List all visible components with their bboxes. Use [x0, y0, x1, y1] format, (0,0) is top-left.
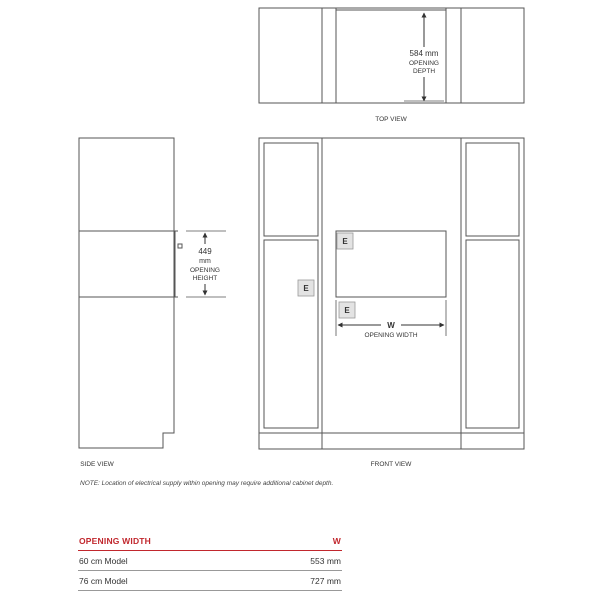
top-view-label: TOP VIEW: [375, 116, 407, 123]
table-row-value: 727 mm: [310, 576, 341, 586]
table-row-label: 76 cm Model: [79, 576, 128, 586]
front-view-label: FRONT VIEW: [370, 461, 412, 468]
side-view-door-handle: [178, 244, 182, 248]
electrical-note: NOTE: Location of electrical supply within opening may require additional cabinet depth.: [80, 480, 334, 487]
side-view-drawing: [79, 138, 226, 448]
table-row: [78, 571, 342, 591]
table-header: [78, 536, 342, 551]
opening-width-table: [78, 536, 342, 591]
side-view-cabinet-outline: [79, 138, 174, 448]
height-label-line2: HEIGHT: [192, 275, 218, 282]
table-header-value: W: [332, 536, 341, 546]
side-view-label: SIDE VIEW: [80, 461, 114, 468]
depth-label-line2: DEPTH: [412, 68, 436, 75]
height-value: 449: [198, 247, 212, 256]
width-value: W: [387, 321, 395, 330]
top-view-drawing: [259, 8, 524, 103]
width-label: OPENING WIDTH: [364, 332, 418, 339]
table-row-value: 553 mm: [310, 556, 341, 566]
table-row-label: 60 cm Model: [79, 556, 128, 566]
height-label-line1: OPENING: [190, 267, 220, 274]
front-view-right-lower-door: [466, 240, 519, 428]
table-row: [78, 551, 342, 571]
front-view-left-lower-door: [264, 240, 318, 428]
electrical-marker-label: E: [342, 237, 348, 246]
electrical-marker: [339, 302, 355, 318]
height-unit: mm: [199, 258, 211, 265]
electrical-marker-label: E: [344, 306, 350, 315]
front-view-right-upper-door: [466, 143, 519, 236]
front-view-left-upper-door: [264, 143, 318, 236]
depth-value: 584 mm: [409, 49, 439, 58]
table-header-label: OPENING WIDTH: [79, 536, 152, 546]
top-view-cabinet-outline: [259, 8, 524, 103]
electrical-marker: [298, 280, 314, 296]
electrical-marker: [337, 233, 353, 249]
side-view-appliance: [79, 231, 175, 297]
electrical-marker-label: E: [303, 284, 309, 293]
depth-label-line1: OPENING: [409, 60, 439, 67]
